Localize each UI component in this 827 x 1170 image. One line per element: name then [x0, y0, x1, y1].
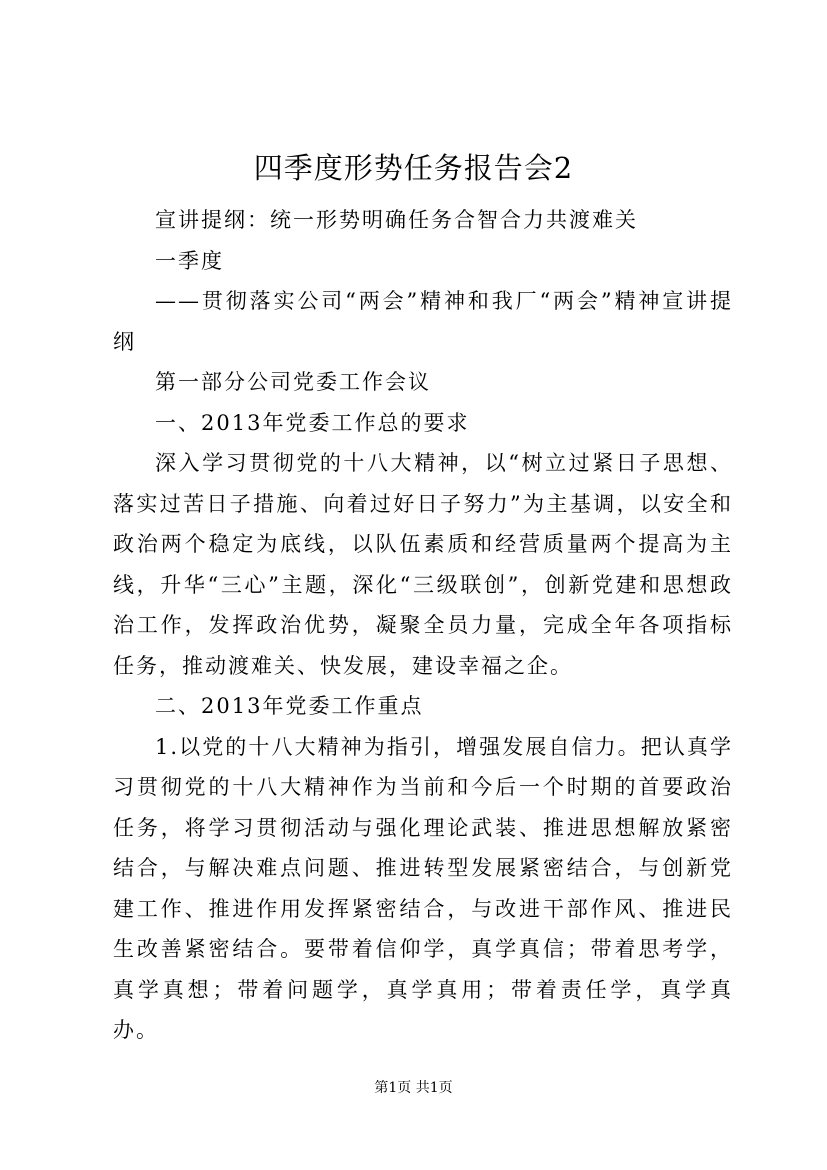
paragraph: 深入学习贯彻党的十八大精神，以“树立过紧日子思想、落实过苦日子措施、向着过好日子努力”为主基调，以安全和政治两个稳定为底线，以队伍素质和经营质量两个提高为主线，升华“三心”主题，深化“三级联创”，创新党建和思想政治工作，发挥政治优势，凝聚全员力量，完成全年各项指标任务，推动渡难关、快发展，建设幸福之企。	[113, 451, 733, 678]
paragraph: ——贯彻落实公司“两会”精神和我厂“两会”精神宣讲提纲	[113, 289, 733, 354]
paragraph: 二、2013年党委工作重点	[155, 694, 424, 718]
page-footer: 第1页 共1页	[374, 1080, 453, 1096]
paragraph: 一季度	[155, 248, 224, 273]
paragraph: 1.以党的十八大精神为指引，增强发展自信力。把认真学习贯彻党的十八大精神作为当前和今后一个时期的首要政治任务，将学习贯彻活动与强化理论武装、推进思想解放紧密结合，与解决难点问题、推进转型发展紧密结合，与创新党建工作、推进作用发挥紧密结合，与改进干部作风、推进民生改善紧密结合。要带着信仰学，真学真信；带着思考学，真学真想；带着问题学，真学真用；带着责任学，真学真办。	[113, 734, 733, 1042]
paragraph: 第一部分公司党委工作会议	[155, 370, 431, 394]
paragraph: 一、2013年党委工作总的要求	[155, 410, 470, 435]
document-body	[113, 200, 733, 1051]
paragraph: 宣讲提纲：统一形势明确任务合智合力共渡难关	[155, 208, 638, 232]
document-title: 四季度形势任务报告会2	[253, 151, 574, 185]
